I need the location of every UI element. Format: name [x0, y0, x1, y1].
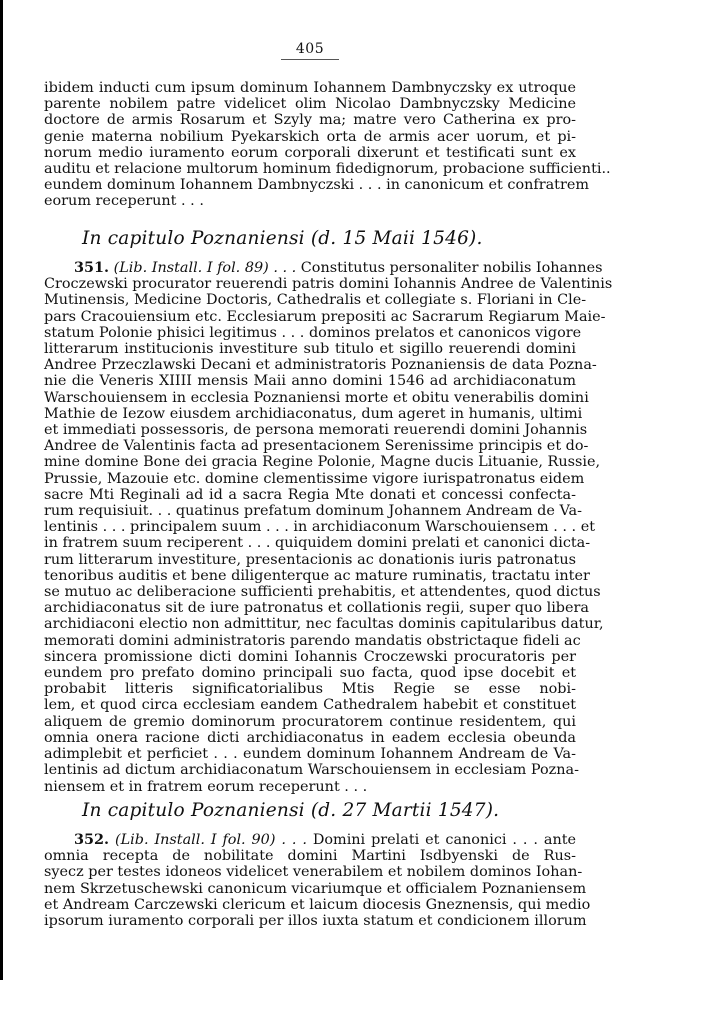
text-line: aliquem de gremio dominorum procuratorem continue residentem, qui — [44, 713, 576, 730]
entry-first-line — [44, 832, 576, 848]
entry-number: 351. — [74, 259, 110, 276]
text-line: litterarum institucionis investiture sub titulo et sigillo reuerendi domini — [44, 341, 576, 358]
text-line: probabit litteris significatorialibus Mtis Regie se esse nobi- — [44, 681, 576, 698]
text-line: Constitutus personaliter nobilis Iohannes — [300, 260, 603, 276]
text-line: archidiaconi electio non admittitur, nec facultas dominis capitularibus datur, — [44, 616, 604, 633]
text-line: parente nobilem patre videlicet olim Nicolao Dambnyczsky Medicine — [44, 96, 576, 113]
text-line: lem, et quod circa ecclesiam eandem Cathedralem habebit et constituet — [44, 697, 576, 714]
text-line: Croczewski procurator reuerendi patris domini Iohannis Andree de Valentinis — [44, 276, 613, 293]
text-line: lentinis ad dictum archidiaconatum Warschouiensem in ecclesiam Pozna- — [44, 762, 579, 779]
text-line: Mutinensis, Medicine Doctoris, Cathedralis et collegiate s. Floriani in Cle- — [44, 292, 587, 309]
page-edge-rule — [0, 0, 3, 980]
text-line: rum litterarum investiture, presentacionis ac donationis iuris patronatus — [44, 551, 576, 568]
page-number: 405 — [0, 41, 620, 60]
text-line: sincera promissione dicti domini Iohannis Croczewski procuratoris per — [44, 648, 576, 665]
entry-reference: (Lib. Install. I fol. 89) . . . — [113, 260, 297, 276]
entry-352 — [44, 831, 591, 930]
text-line: pars Cracouiensium etc. Ecclesiarum prepositi ac Sacrarum Regiarum Maie- — [44, 308, 606, 325]
text-line: nie die Veneris XIIII mensis Maii anno domini 1546 ad archidiaconatum — [44, 373, 576, 390]
text-line: adimplebit et perficiet . . . eundem dominum Iohannem Andream de Va- — [44, 746, 576, 763]
text-line: niensem et in fratrem eorum receperunt . . . — [44, 778, 368, 795]
section-heading: In capitulo Poznaniensi (d. 27 Martii 1547). — [82, 800, 500, 821]
text-line: doctore de armis Rosarum et Szyly ma; matre vero Catherina ex pro- — [44, 112, 576, 129]
text-line: Andree de Valentinis facta ad presentacionem Serenissime principis et do- — [44, 438, 589, 455]
text-line: se mutuo ac deliberacione sufficienti prehabitis, et attendentes, quod dictus — [44, 584, 601, 601]
text-line: genie materna nobilium Pyekarskich orta de armis acer uorum, et pi- — [44, 128, 576, 145]
text-line: sacre Mti Reginali ad id a sacra Regia Mte donati et concessi confecta- — [44, 486, 576, 503]
text-line: mine domine Bone dei gracia Regine Polonie, Magne ducis Lituanie, Russie, — [44, 454, 601, 471]
text-line: in fratrem suum reciperent . . . quiquidem domini prelati et canonici dicta- — [44, 535, 591, 552]
text-line: lentinis . . . principalem suum . . . in archidiaconum Warschouiensem . . . et — [44, 519, 595, 536]
text-line: syecz per testes idoneos videlicet venerabilem et nobilem dominos Iohan- — [44, 864, 583, 881]
entry-number: 352. — [74, 831, 110, 848]
text-line: nem Skrzetuschewski canonicum vicariumque et officialem Poznaniensem — [44, 880, 587, 897]
text-line: Mathie de Iezow eiusdem archidiaconatus, dum ageret in humanis, ultimi — [44, 405, 583, 422]
text-line: eundem pro prefato domino principali suo facta, quod ipse docebit et — [44, 665, 576, 682]
section-heading: In capitulo Poznaniensi (d. 15 Maii 1546). — [82, 228, 483, 249]
text-line: Warschouiensem in ecclesia Poznaniensi morte et obitu venerabilis domini — [44, 389, 589, 406]
entry-reference: (Lib. Install. I fol. 90) . . . — [114, 832, 307, 848]
text-line: rum requisiuit. . . quatinus prefatum dominum Johannem Andream de Va- — [44, 503, 582, 520]
text-line: norum medio iuramento eorum corporali dixerunt et testificati sunt ex — [44, 144, 576, 161]
text-line: omnia recepta de nobilitate domini Martini Isdbyenski de Rus- — [44, 848, 576, 865]
text-line: eorum receperunt . . . — [44, 193, 204, 210]
entry-first-line — [44, 259, 603, 276]
text-line: Prussie, Mazouie etc. domine clementissime vigore iurispatronatus eidem — [44, 470, 585, 487]
entry-351 — [44, 259, 613, 795]
text-line: auditu et relacione multorum hominum fidedignorum, probacione sufficienti.. — [44, 161, 611, 178]
text-line: tenoribus auditis et bene diligenterque ac mature ruminatis, tractatu inter — [44, 567, 590, 584]
text-line: memorati domini administratoris parendo mandatis obstrictaque fideli ac — [44, 632, 581, 649]
paragraph-continuation — [44, 80, 611, 210]
text-line: Domini prelati et canonici . . . ante — [312, 832, 577, 848]
text-line: omnia onera racione dicti archidiaconatus in eadem ecclesia obeunda — [44, 729, 576, 746]
text-line: et Andream Carczewski clericum et laicum diocesis Gneznensis, qui medio — [44, 896, 591, 913]
text-line: eundem dominum Iohannem Dambnyczski . . . in canonicum et confratrem — [44, 177, 590, 194]
text-line: et immediati possessoris, de persona memorati reuerendi domini Johannis — [44, 422, 588, 439]
text-line: ibidem inducti cum ipsum dominum Iohannem Dambnyczsky ex utroque — [44, 80, 576, 96]
text-line: archidiaconatus sit de iure patronatus et collationis regii, super quo libera — [44, 600, 589, 617]
text-line: Andree Przeczlawski Decani et administratoris Poznaniensis de data Pozna- — [44, 357, 597, 374]
text-line: ipsorum iuramento corporali per illos iuxta statum et condicionem illorum — [44, 913, 587, 930]
text-line: statum Polonie phisici legitimus . . . dominos prelatos et canonicos vigore — [44, 324, 582, 341]
